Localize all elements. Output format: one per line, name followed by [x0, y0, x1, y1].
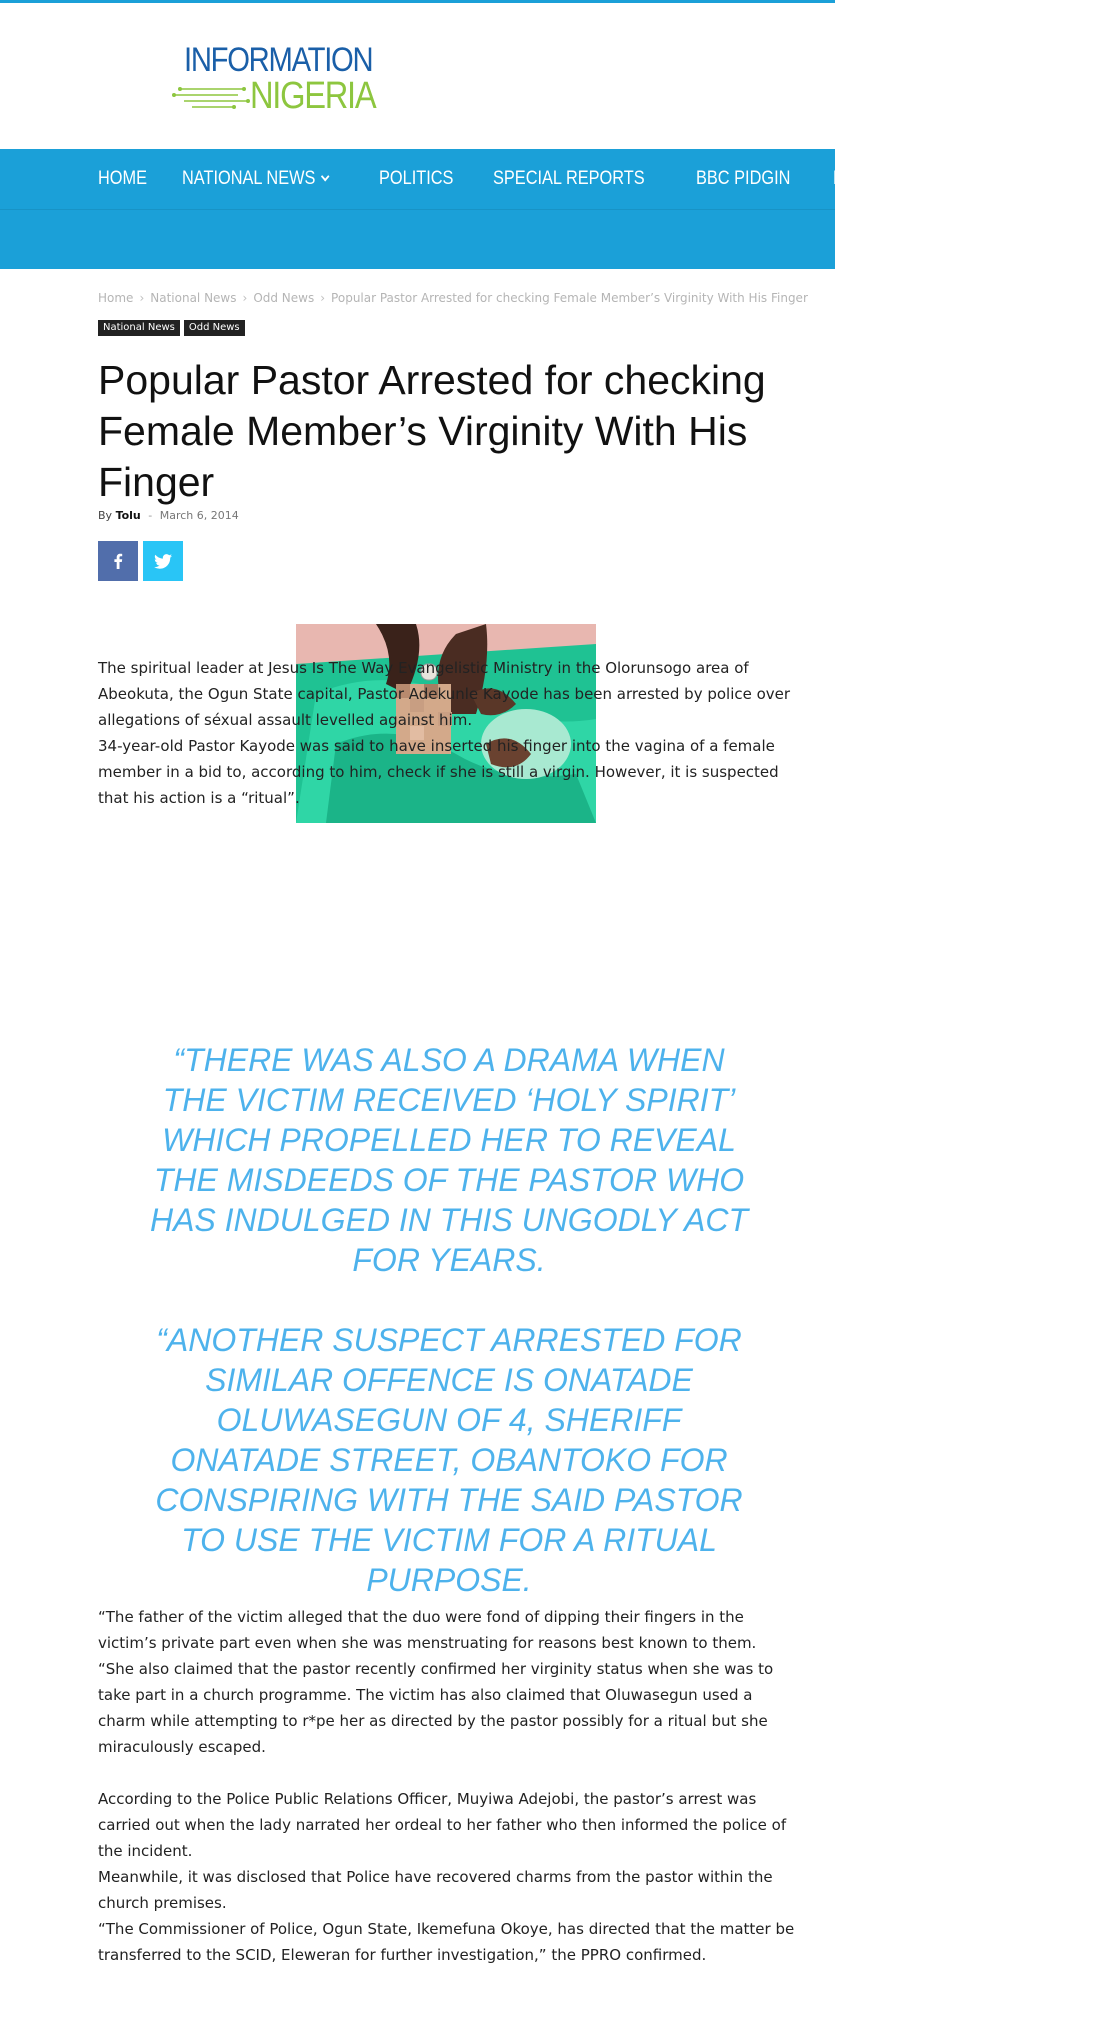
breadcrumb-odd-news[interactable]: Odd News — [253, 291, 315, 305]
tag-national-news[interactable]: National News — [98, 320, 180, 336]
facebook-icon — [113, 553, 123, 569]
nav-item-label: METRO NEWS — [832, 168, 946, 189]
nav-item-bbc-pidgin[interactable] — [696, 168, 790, 190]
share-facebook-button[interactable] — [98, 541, 138, 581]
article-paragraph-5: According to the Police Public Relations Officer, Muyiwa Adejobi, the pastor’s arrest was carried out when the lady narrated her ordeal to her father who then informed the police of the incident. — [98, 1790, 787, 1860]
share-buttons — [98, 541, 188, 581]
pull-quote-2: “ANOTHER SUSPECT ARRESTED FOR SIMILAR OFFENCE IS ONATADE OLUWASEGUN OF 4, SHERIFF ONATADE STREET, OBANTOKO FOR CONSPIRING WITH THE SAID PASTOR TO USE THE VICTIM FOR A RITUAL PURPOSE. — [155, 1322, 743, 1598]
article-paragraph-7: “The Commissioner of Police, Ogun State, Ikemefuna Okoye, has directed that the matter be transferred to the SCID, Eleweran for further investigation,” the PPRO confirmed. — [98, 1920, 795, 1964]
article-meta — [98, 509, 239, 522]
tag-odd-news[interactable]: Odd News — [184, 320, 245, 336]
nav-item-special-reports[interactable] — [493, 168, 645, 190]
breadcrumb — [98, 291, 808, 305]
chevron-down-icon — [321, 172, 330, 182]
site-header — [0, 3, 835, 149]
nav-item-label: SPORTS — [1005, 168, 1073, 189]
nav-item-label: HOME — [98, 168, 148, 189]
logo-text-information: INFORMATION — [184, 41, 373, 79]
nav-item-national-news[interactable] — [182, 168, 328, 190]
nav-item-label: POLITICS — [379, 168, 454, 189]
chevron-right-icon: › — [242, 291, 248, 305]
chevron-right-icon: › — [320, 291, 326, 305]
breadcrumb-current: Popular Pastor Arrested for checking Female Member’s Virginity With His Finger — [331, 291, 808, 305]
category-tags — [98, 320, 249, 336]
publish-date: March 6, 2014 — [159, 509, 239, 522]
author-link[interactable]: Tolu — [115, 509, 141, 522]
chevron-down-icon — [951, 172, 960, 182]
by-label: By — [98, 509, 113, 522]
meta-separator: - — [148, 509, 153, 522]
article-paragraph-1: The spiritual leader at Jesus Is The Way Evangelistic Ministry in the Olorunsogo area of Abeokuta, the Ogun State capital, Pastor Adekunle Kayode has been arrested by police over allegations of séxual assault levelled against him. — [98, 659, 791, 729]
chevron-right-icon: › — [139, 291, 145, 305]
twitter-icon — [154, 554, 172, 569]
nav-secondary-bar — [0, 209, 835, 269]
nav-item-sports[interactable] — [1006, 168, 1073, 190]
nav-item-metro-news[interactable] — [833, 168, 958, 190]
article-title: Popular Pastor Arrested for checking Female Member’s Virginity With His Finger — [98, 357, 766, 505]
nav-item-label: NATIONAL NEWS — [182, 168, 316, 189]
nav-item-label: BBC PIDGIN — [696, 168, 791, 189]
nav-item-label: SPECIAL REPORTS — [492, 168, 645, 189]
article-paragraph-4: “She also claimed that the pastor recently confirmed her virginity status when she was to take part in a church programme. The victim has also claimed that Oluwasegun used a charm while attempting to r*pe her as directed by the pastor possibly for a ritual but she miraculously escaped. — [98, 1660, 774, 1756]
breadcrumb-national-news[interactable]: National News — [150, 291, 237, 305]
article-paragraph-3: “The father of the victim alleged that the duo were fond of dipping their fingers in the victim’s private part even when she was menstruating for reasons best known to them. — [98, 1608, 757, 1652]
nav-list — [98, 149, 1111, 209]
nav-item-home[interactable] — [98, 168, 147, 190]
nav-item-politics[interactable] — [379, 168, 453, 190]
share-twitter-button[interactable] — [143, 541, 183, 581]
pull-quote-1: “THERE WAS ALSO A DRAMA WHEN THE VICTIM RECEIVED ‘HOLY SPIRIT’ WHICH PROPELLED HER TO REVEAL THE MISDEEDS OF THE PASTOR WHO HAS INDULGED IN THIS UNGODLY ACT FOR YEARS. — [149, 1042, 749, 1278]
article-paragraph-2: 34-year-old Pastor Kayode was said to have inserted his finger into the vagina of a female member in a bid to, according to him, check if she is still a virgin. However, it is suspected that his action is a “ritual”. — [98, 737, 779, 807]
logo-text-nigeria: NIGERIA — [250, 75, 376, 117]
article-paragraph-6: Meanwhile, it was disclosed that Police have recovered charms from the pastor within the church premises. — [98, 1868, 773, 1912]
site-logo[interactable] — [174, 37, 376, 117]
main-navigation — [0, 149, 1073, 209]
breadcrumb-home[interactable]: Home — [98, 291, 134, 305]
